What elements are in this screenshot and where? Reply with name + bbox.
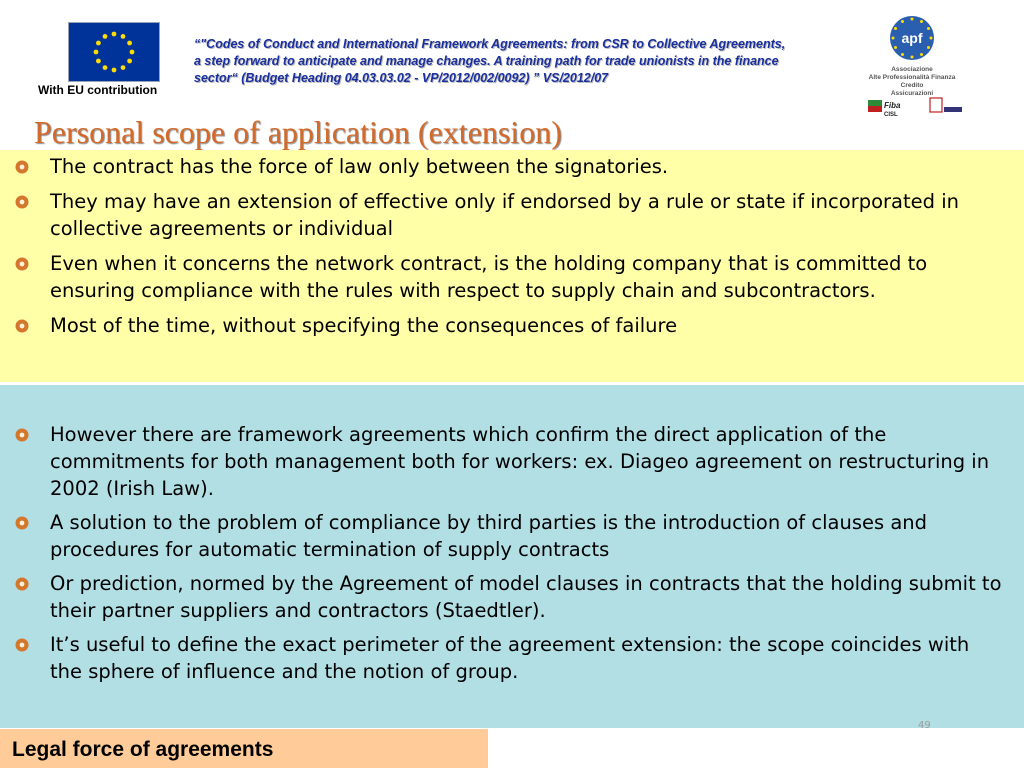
bullet-list-framework [0, 385, 1024, 685]
bullet-item [0, 421, 1024, 502]
page-number: 49 [918, 720, 931, 730]
eu-flag-icon [68, 22, 160, 82]
bullet-text: They may have an extension of effective only if endorsed by a rule or state if incorporated in collective agreements or individual [50, 190, 959, 240]
bullet-text: Or prediction, normed by the Agreement of model clauses in contracts that the holding submit to their partner suppliers and contractors (Staedtler). [50, 572, 1002, 622]
logo-line2: Alte Professionalità Finanza [868, 74, 956, 81]
bullet-icon [14, 515, 30, 531]
bullet-icon [14, 159, 30, 175]
bullet-icon [14, 256, 30, 272]
logo-line4: Assicurazioni [890, 90, 934, 97]
bullet-icon [14, 318, 30, 334]
logo-acronym: apf [901, 30, 923, 46]
footer-section-label: Legal force of agreements [0, 729, 488, 768]
bullet-item [0, 631, 1024, 685]
section-scope-limits [0, 150, 1024, 382]
bullet-list-scope [0, 150, 1024, 339]
project-title: “"Codes of Conduct and International Framework Agreements: from CSR to Collective Agreements, a step forward to anticipate and manage changes. A training path for trade unionists in the finance sector“ (Budget Heading 04.03.03.02 - VP/2012/002/0092) ” VS/2012/07 [194, 37, 786, 85]
logo-line1: Associazione [891, 66, 933, 73]
logo-line3: Credito [900, 82, 924, 89]
bullet-item [0, 509, 1024, 563]
bullet-item [0, 153, 1024, 180]
bullet-text: A solution to the problem of compliance by third parties is the introduction of clauses and procedures for automatic termination of supply contracts [50, 511, 928, 561]
bullet-text: The contract has the force of law only between the signatories. [50, 155, 669, 178]
bullet-icon [14, 427, 30, 443]
bullet-text: Most of the time, without specifying the consequences of failure [50, 314, 678, 337]
logo-fiba: Fiba [884, 101, 901, 110]
bullet-item [0, 188, 1024, 242]
bullet-text: It’s useful to define the exact perimeter of the agreement extension: the scope coincides with the sphere of influence and the notion of group. [50, 633, 970, 683]
eu-contribution-caption: With EU contribution [38, 83, 158, 97]
slide-title: Personal scope of application (extension) [34, 114, 562, 150]
bullet-item [0, 570, 1024, 624]
bullet-icon [14, 194, 30, 210]
bullet-item [0, 250, 1024, 304]
apf-logo [856, 10, 968, 120]
bullet-text: Even when it concerns the network contract, is the holding company that is committed to ensuring compliance with the rules with respect to supply chain and subcontractors. [50, 252, 928, 302]
bullet-icon [14, 637, 30, 653]
bullet-text: However there are framework agreements which confirm the direct application of the commitments for both management both for workers: ex. Diageo agreement on restructuring in 2002 (Irish Law). [50, 423, 990, 500]
logo-cisl: CISL [884, 112, 898, 118]
section-framework-agreements [0, 385, 1024, 728]
bullet-icon [14, 576, 30, 592]
bullet-item [0, 312, 1024, 339]
